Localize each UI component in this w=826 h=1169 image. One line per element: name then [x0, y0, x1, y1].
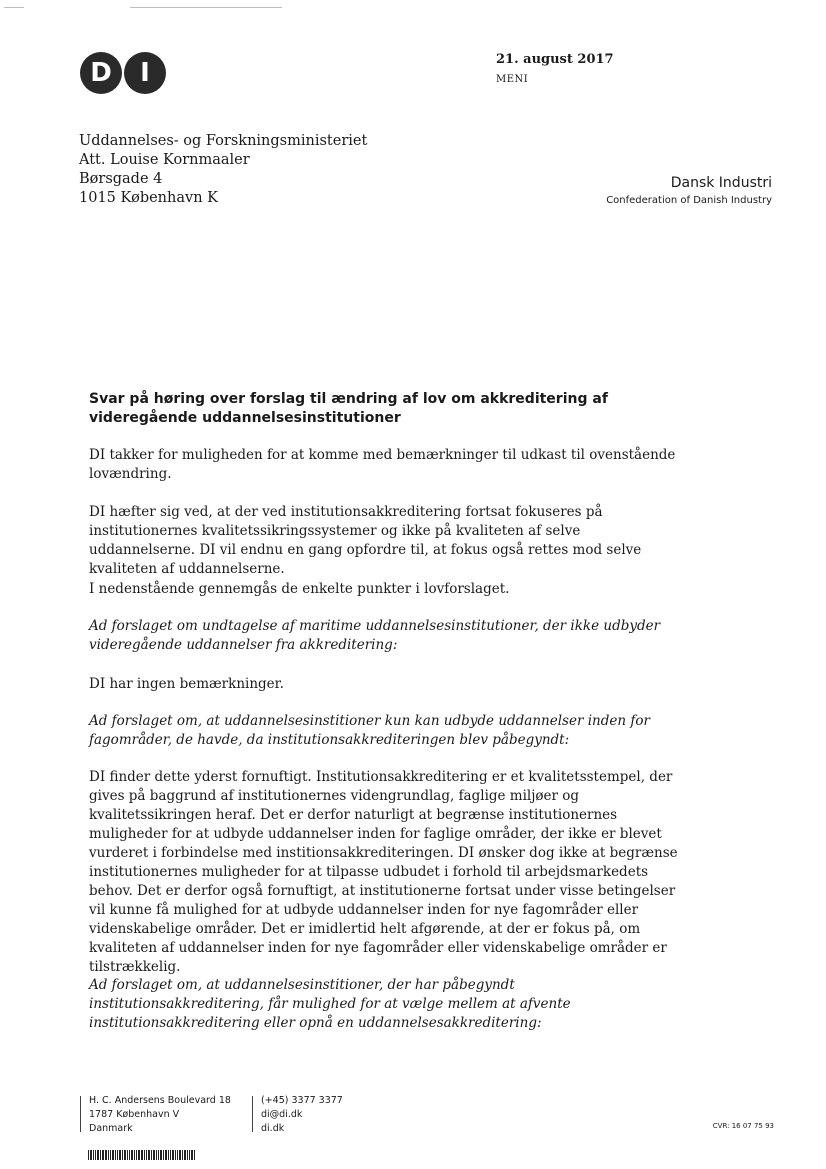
- footer-contact: [261, 1094, 343, 1136]
- body-paragraph: DI hæfter sig ved, at der ved institutionsakkreditering fortsat fokuseres på institutionernes kvalitetssikringssystemer og ikke på kvaliteten af selve uddannelserne. DI vil endnu en gang opfordre til, at fokus også rettes mod selve kvaliteten af uddannelserne.: [89, 504, 642, 577]
- document-type: MENI: [496, 74, 529, 85]
- body-paragraph: DI har ingen bemærkninger.: [89, 676, 284, 692]
- section-heading-italic: Ad forslaget om undtagelse af maritime uddannelsesinstitutioner, der ikke udbyder videregående uddannelser fra akkreditering:: [89, 618, 661, 653]
- body-paragraph: DI takker for muligheden for at komme med bemærkninger til udkast til ovenstående lovændring.: [89, 447, 676, 482]
- recipient-line: Uddannelses- og Forskningsministeriet: [79, 133, 368, 149]
- recipient-address: [79, 132, 367, 208]
- document-barcode: [88, 1150, 195, 1160]
- footer-address: [89, 1094, 231, 1136]
- sender-name-english: Confederation of Danish Industry: [606, 195, 772, 206]
- letter-subject: Svar på høring over forslag til ændring af lov om akkreditering af videregående uddannelsesinstitutioner: [89, 391, 608, 426]
- footer-phone: (+45) 3377 3377: [261, 1095, 343, 1106]
- recipient-line: 1015 København K: [79, 190, 218, 206]
- recipient-line: Børsgade 4: [79, 171, 163, 187]
- footer-email: di@di.dk: [261, 1109, 303, 1120]
- footer-website: di.dk: [261, 1123, 285, 1134]
- di-logo: [80, 52, 168, 98]
- scan-artifact: [4, 7, 24, 8]
- body-paragraph: I nedenstående gennemgås de enkelte punkter i lovforslaget.: [89, 581, 510, 597]
- footer-address-line: Danmark: [89, 1123, 133, 1134]
- footer-cvr: CVR: 16 07 75 93: [712, 1122, 774, 1130]
- section-heading-italic: Ad forslaget om, at uddannelsesinstitioner, der har påbegyndt institutionsakkreditering, får mulighed for at vælge mellem at afvente institutionsakkreditering eller opnå en uddannelsesakkreditering:: [89, 977, 571, 1031]
- logo-letter-d: D: [80, 52, 122, 94]
- footer-address-line: H. C. Andersens Boulevard 18: [89, 1095, 231, 1106]
- letter-date: 21. august 2017: [496, 52, 614, 67]
- footer-divider: [252, 1096, 253, 1132]
- logo-letter-i: I: [124, 52, 166, 94]
- section-heading-italic: Ad forslaget om, at uddannelsesinstitioner kun kan udbyde uddannelser inden for fagområder, de havde, da institutionsakkrediteringen blev påbegyndt:: [89, 713, 650, 748]
- sender-name: Dansk Industri: [670, 175, 772, 191]
- footer-address-line: 1787 København V: [89, 1109, 180, 1120]
- footer-divider: [80, 1096, 81, 1132]
- body-paragraph: DI finder dette yderst fornuftigt. Institutionsakkreditering er et kvalitetsstempel, der gives på baggrund af institutionernes videngrundlag, faglige miljøer og kvalitetssikringen heraf. Det er derfor naturligt at begrænse institutionernes muligheder for at udbyde uddannelser inden for faglige områder, der ikke er blevet vurderet i forbindelse med institionsakkrediteringen. DI ønsker dog ikke at begrænse institutionernes muligheder for at tilpasse udbudet i forhold til arbejdsmarkedets behov. Det er derfor også fornuftigt, at institutionerne fortsat under visse betingelser vil kunne få mulighed for at udbyde uddannelser inden for nye fagområder eller videnskabelige områder. Det er imidlertid helt afgørende, at der er fokus på, om kvaliteten af uddannelser inden for nye fagområder eller videnskabelige områder er tilstrækkelig.: [89, 769, 678, 975]
- recipient-line: Att. Louise Kornmaaler: [79, 152, 250, 168]
- scan-artifact: [130, 7, 282, 8]
